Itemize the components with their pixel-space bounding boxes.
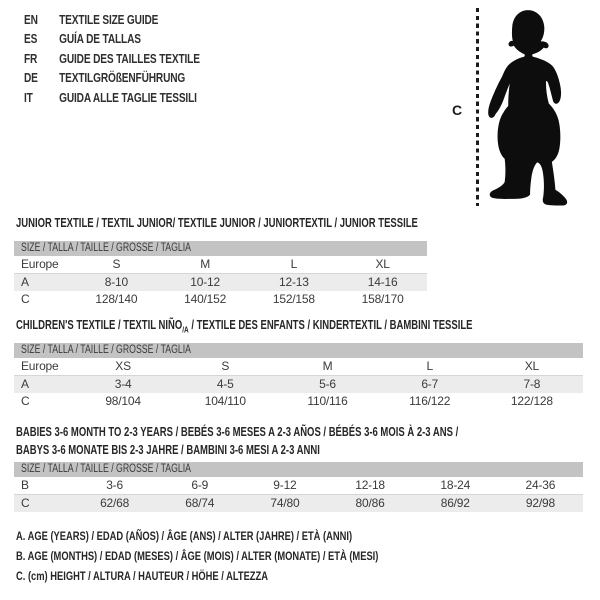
cell: 158/170 bbox=[361, 292, 404, 306]
row-label: C bbox=[21, 292, 30, 306]
cell: 110/116 bbox=[307, 394, 348, 408]
cell: 104/110 bbox=[204, 394, 246, 408]
toddler-silhouette-icon bbox=[483, 5, 573, 208]
section-junior-textile bbox=[14, 216, 427, 308]
cell: 4-5 bbox=[216, 377, 234, 391]
cell: 86/92 bbox=[440, 496, 470, 510]
size-header-text: SIZE / TALLA / TAILLE / GRÖSSE / TAGLIA bbox=[21, 242, 192, 254]
row-label: C bbox=[21, 394, 30, 408]
cell: 128/140 bbox=[95, 292, 138, 306]
legend-line-a bbox=[16, 526, 493, 546]
cell: 152/158 bbox=[272, 292, 315, 306]
row-label: C bbox=[21, 496, 30, 510]
row-label: A bbox=[21, 377, 29, 391]
title-pre: CHILDREN'S TEXTILE / TEXTIL NIÑO bbox=[16, 318, 183, 332]
measurement-legend bbox=[16, 526, 493, 586]
cell: XL bbox=[375, 257, 390, 271]
size-header-bar bbox=[14, 343, 583, 358]
table-row bbox=[14, 291, 427, 308]
table-row bbox=[14, 274, 427, 291]
cell: S bbox=[221, 359, 230, 373]
section-babies-textile bbox=[14, 424, 583, 512]
legend-line-c bbox=[16, 566, 493, 586]
lang-code: DE bbox=[24, 70, 38, 86]
cell: 122/128 bbox=[510, 394, 553, 408]
title-sub: /A bbox=[182, 324, 189, 335]
legend-text: C. (cm) HEIGHT / ALTURA / HAUTEUR / HÖHE / ALTEZZA bbox=[16, 569, 268, 583]
cell: 74/80 bbox=[270, 496, 300, 510]
section-title-line1: BABIES 3-6 MONTH TO 2-3 YEARS / BEBÉS 3-6 MESES A 2-3 AÑOS / BÉBÉS 3-6 MOIS À 2-3 ANS / bbox=[16, 425, 459, 439]
cell: 3-4 bbox=[114, 377, 132, 391]
lang-row-fr bbox=[24, 49, 200, 68]
lang-code: EN bbox=[24, 12, 38, 27]
lang-code: ES bbox=[24, 31, 38, 47]
cell: M bbox=[200, 257, 211, 271]
height-measure-dotted-line bbox=[476, 8, 479, 206]
table-row bbox=[14, 477, 583, 495]
cell: 62/68 bbox=[100, 496, 130, 510]
cell: 9-12 bbox=[273, 478, 297, 492]
cell: XL bbox=[524, 359, 540, 373]
cell: 18-24 bbox=[440, 478, 471, 492]
table-row bbox=[14, 393, 583, 410]
table-row bbox=[14, 256, 427, 274]
cell: 12-13 bbox=[279, 275, 309, 289]
cell: 80/86 bbox=[355, 496, 385, 510]
section-childrens-textile bbox=[14, 318, 583, 410]
section-title bbox=[14, 424, 583, 462]
lang-label: GUIDA ALLE TAGLIE TESSILI bbox=[59, 89, 197, 105]
section-title-text bbox=[16, 318, 472, 335]
cell: 6-7 bbox=[421, 377, 439, 391]
cell: 140/152 bbox=[184, 292, 227, 306]
cell: 10-12 bbox=[190, 275, 220, 289]
lang-label: GUIDE DES TAILLES TEXTILE bbox=[59, 50, 200, 66]
legend-text: B. AGE (MONTHS) / EDAD (MESES) / ÂGE (MOIS) / ALTER (MONATE) / ETÀ (MESI) bbox=[16, 549, 379, 563]
row-label: B bbox=[21, 478, 29, 492]
cell: 7-8 bbox=[523, 377, 541, 391]
lang-code: FR bbox=[24, 50, 38, 66]
lang-label: TEXTILE SIZE GUIDE bbox=[59, 12, 159, 27]
section-title-text: JUNIOR TEXTILE / TEXTIL JUNIOR/ TEXTILE JUNIOR / JUNIORTEXTIL / JUNIOR TESSILE bbox=[16, 216, 418, 230]
cell: L bbox=[426, 359, 433, 373]
cell: 98/104 bbox=[105, 394, 141, 408]
cell: M bbox=[322, 359, 333, 373]
section-title-line2: BABYS 3-6 MONATE BIS 2-3 JAHRE / BAMBINI 3-6 MESI A 2-3 ANNI bbox=[16, 442, 320, 457]
title-post: / TEXTILE DES ENFANTS / KINDERTEXTIL / BAMBINI TESSILE bbox=[188, 318, 473, 332]
size-header-bar bbox=[14, 462, 583, 477]
section-title bbox=[14, 318, 583, 343]
cell: 14-16 bbox=[367, 275, 398, 289]
lang-code: IT bbox=[24, 89, 33, 105]
section-title bbox=[14, 216, 427, 241]
size-header-bar bbox=[14, 241, 427, 256]
lang-row-en bbox=[24, 10, 200, 29]
cell: S bbox=[112, 257, 121, 271]
height-measure-label: C bbox=[452, 102, 463, 118]
cell: 8-10 bbox=[104, 275, 128, 289]
cell: 92/98 bbox=[525, 496, 555, 510]
cell: 6-9 bbox=[191, 478, 209, 492]
table-row bbox=[14, 358, 583, 376]
cell: 3-6 bbox=[106, 478, 123, 492]
cell: 68/74 bbox=[185, 496, 215, 510]
cell: 116/122 bbox=[409, 394, 451, 408]
table-row bbox=[14, 376, 583, 393]
size-header-text: SIZE / TALLA / TAILLE / GRÖSSE / TAGLIA bbox=[21, 463, 192, 475]
cell: 5-6 bbox=[319, 377, 336, 391]
language-title-list bbox=[24, 10, 249, 107]
table-row bbox=[14, 495, 583, 512]
legend-text: A. AGE (YEARS) / EDAD (AÑOS) / ÂGE (ANS) / ALTER (JAHRE) / ETÀ (ANNI) bbox=[16, 529, 353, 543]
cell: 12-18 bbox=[355, 478, 385, 492]
cell: XS bbox=[115, 359, 131, 373]
legend-line-b bbox=[16, 546, 493, 566]
lang-row-de bbox=[24, 68, 200, 87]
cell: L bbox=[290, 257, 298, 271]
lang-row-it bbox=[24, 88, 200, 107]
row-label: Europe bbox=[21, 359, 59, 373]
lang-row-es bbox=[24, 29, 200, 48]
lang-label: TEXTILGRÖßENFÜHRUNG bbox=[59, 70, 186, 86]
cell: 24-36 bbox=[525, 478, 556, 492]
lang-label: GUÍA DE TALLAS bbox=[59, 31, 141, 47]
row-label: Europe bbox=[21, 257, 59, 271]
size-header-text: SIZE / TALLA / TAILLE / GRÖSSE / TAGLIA bbox=[21, 344, 192, 356]
row-label: A bbox=[21, 275, 29, 289]
